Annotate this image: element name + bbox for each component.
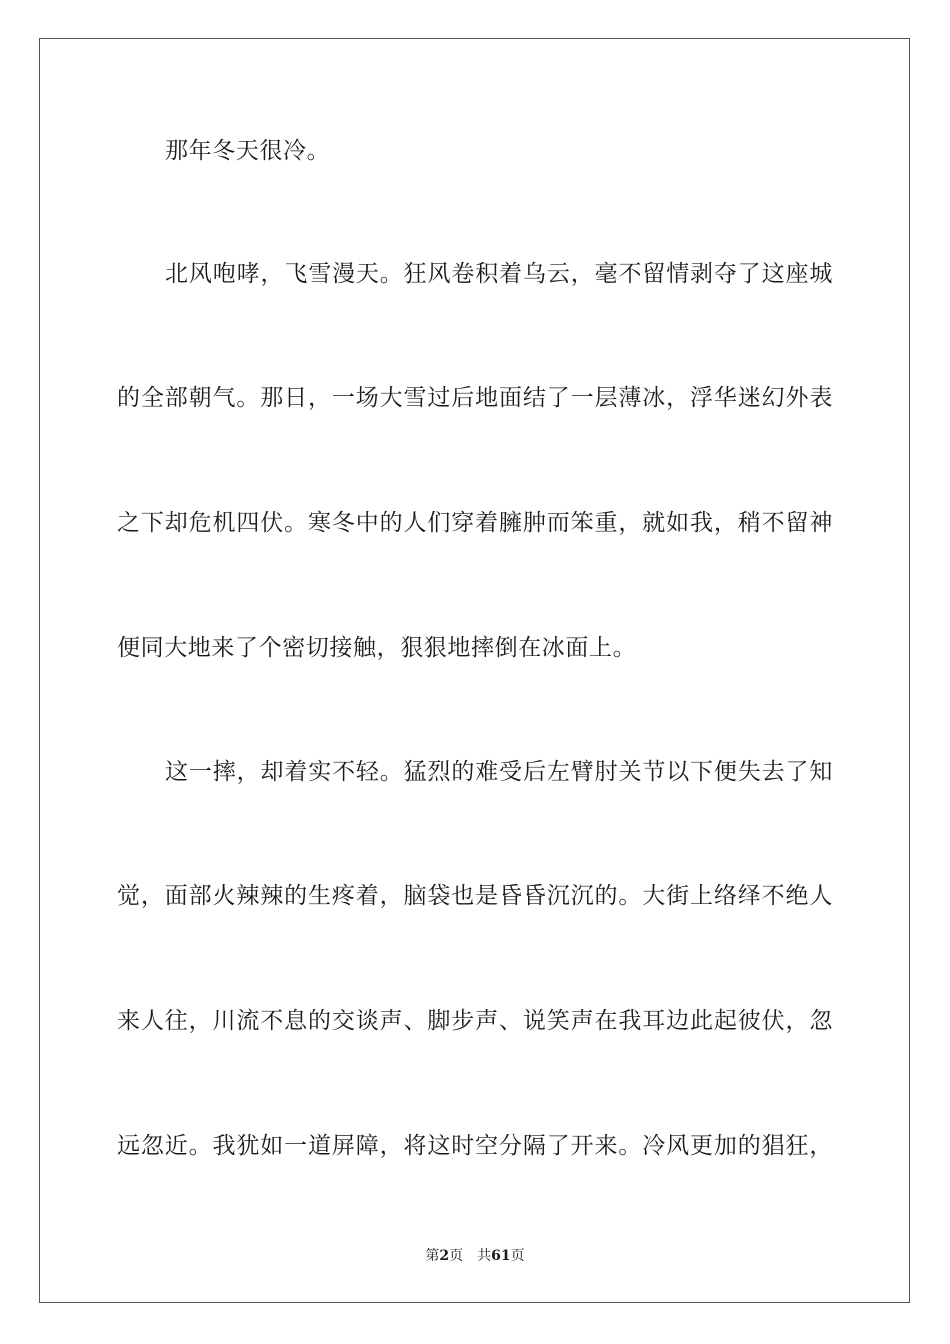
- page-border: [39, 38, 910, 1303]
- footer-total-pages: 61: [491, 1248, 511, 1264]
- footer-page-unit: 页: [449, 1248, 464, 1264]
- paragraph-line: 这一摔，却着实不轻。猛烈的难受后左臂肘关节以下便失去了知: [165, 759, 833, 785]
- footer-current-page: 2: [439, 1248, 450, 1264]
- page-footer: [0, 1247, 950, 1265]
- paragraph-line: 远忽近。我犹如一道屏障，将这时空分隔了开来。冷风更加的猖狂，: [117, 1133, 833, 1159]
- footer-total-unit: 页: [510, 1248, 525, 1264]
- footer-total-prefix: 共: [477, 1248, 492, 1264]
- footer-page-prefix: 第: [425, 1248, 440, 1264]
- paragraph-line: 北风咆哮，飞雪漫天。狂风卷积着乌云，毫不留情剥夺了这座城: [165, 261, 833, 287]
- paragraph-line: 觉，面部火辣辣的生疼着，脑袋也是昏昏沉沉的。大街上络绎不绝人: [117, 883, 833, 909]
- paragraph-line: 之下却危机四伏。寒冬中的人们穿着臃肿而笨重，就如我，稍不留神: [117, 510, 833, 536]
- paragraph-line: 那年冬天很冷。: [165, 138, 331, 164]
- paragraph-line: 来人往，川流不息的交谈声、脚步声、说笑声在我耳边此起彼伏，忽: [117, 1008, 833, 1034]
- paragraph-line: 的全部朝气。那日，一场大雪过后地面结了一层薄冰，浮华迷幻外表: [117, 385, 833, 411]
- paragraph-line: 便同大地来了个密切接触，狠狠地摔倒在冰面上。: [117, 635, 637, 661]
